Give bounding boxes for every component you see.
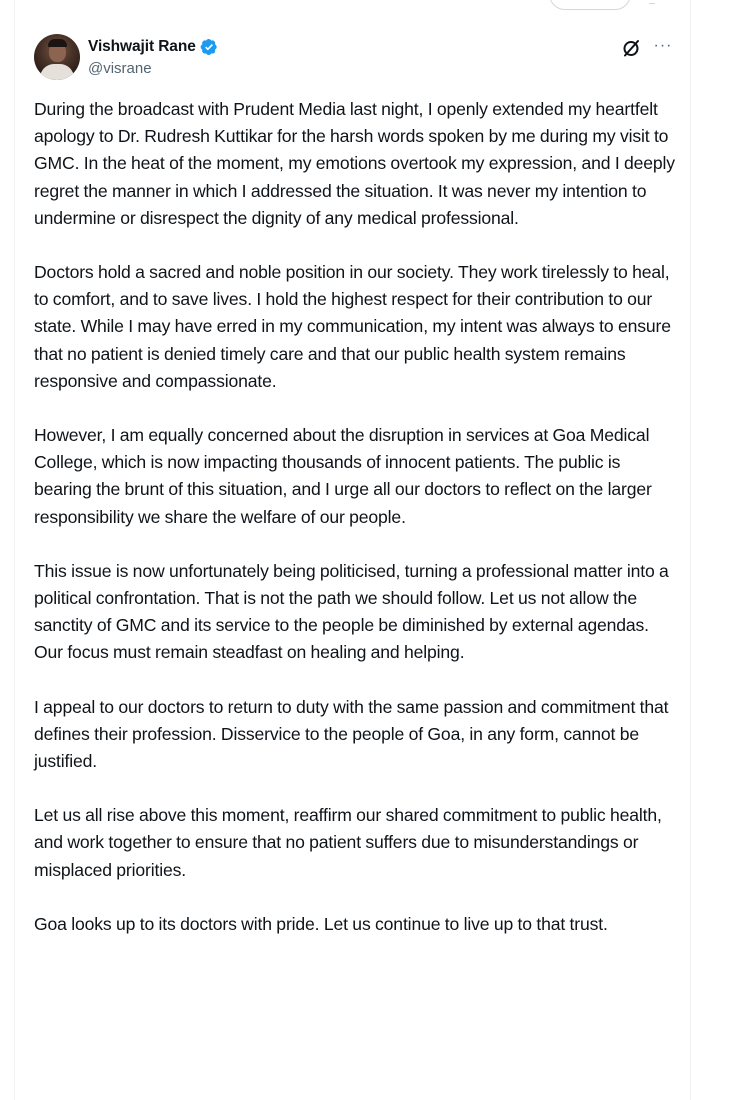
tweet-paragraph: Doctors hold a sacred and noble position in our society. They work tirelessly to heal, to comfort, and to save lives. I hold the highest respect for their contribution to our state. While I may have erred in my communication, my intent was always to ensure that no patient is denied timely care and that our public health system remains responsive and compassionate.	[34, 262, 671, 391]
previous-post-edge	[649, 0, 655, 4]
tweet-paragraph: During the broadcast with Prudent Media last night, I openly extended my heartfelt apology to Dr. Rudresh Kuttikar for the harsh words spoken by me during my visit to GMC. In the heat of the moment, my emotions overtook my expression, and I deeply regret the manner in which I addressed the situation. It was never my intention to undermine or disrespect the dignity of any medical professional.	[34, 99, 675, 228]
author-display-name[interactable]: Vishwajit Rane	[88, 38, 196, 55]
timeline-border-right	[690, 0, 691, 1100]
author-handle[interactable]: @visrane	[88, 60, 152, 77]
timeline-border-left	[14, 0, 15, 1100]
tweet-paragraph: Let us all rise above this moment, reaffirm our shared commitment to public health, and work together to ensure that no patient suffers due to misunderstandings or misplaced priorities.	[34, 805, 662, 880]
verified-badge-icon	[200, 38, 218, 56]
tweet-text	[34, 96, 679, 965]
tweet-header	[15, 20, 690, 90]
avatar[interactable]	[34, 34, 80, 80]
tweet-paragraph: I appeal to our doctors to return to duty with the same passion and commitment that defines their profession. Disservice to the people of Goa, in any form, cannot be justified.	[34, 696, 669, 772]
author-name-row[interactable]	[88, 36, 218, 58]
more-options-icon[interactable]: ···	[653, 37, 673, 54]
grok-icon[interactable]	[621, 38, 641, 58]
tweet-paragraph: This issue is now unfortunately being politicised, turning a professional matter into a political confrontation. That is not the path we should follow. Let us not allow the sanctity of GMC and its service to the people be diminished by external agendas. Our focus must remain steadfast on healing and helping.	[34, 560, 669, 663]
previous-post-action-button[interactable]	[549, 0, 631, 10]
tweet-paragraph: Goa looks up to its doctors with pride. Let us continue to live up to that trust.	[34, 913, 608, 934]
tweet-paragraph: However, I am equally concerned about the disruption in services at Goa Medical College, which is now impacting thousands of innocent patients. The public is bearing the brunt of this situation, and I urge all our doctors to reflect on the larger responsibility we share the welfare of our people.	[34, 425, 652, 527]
